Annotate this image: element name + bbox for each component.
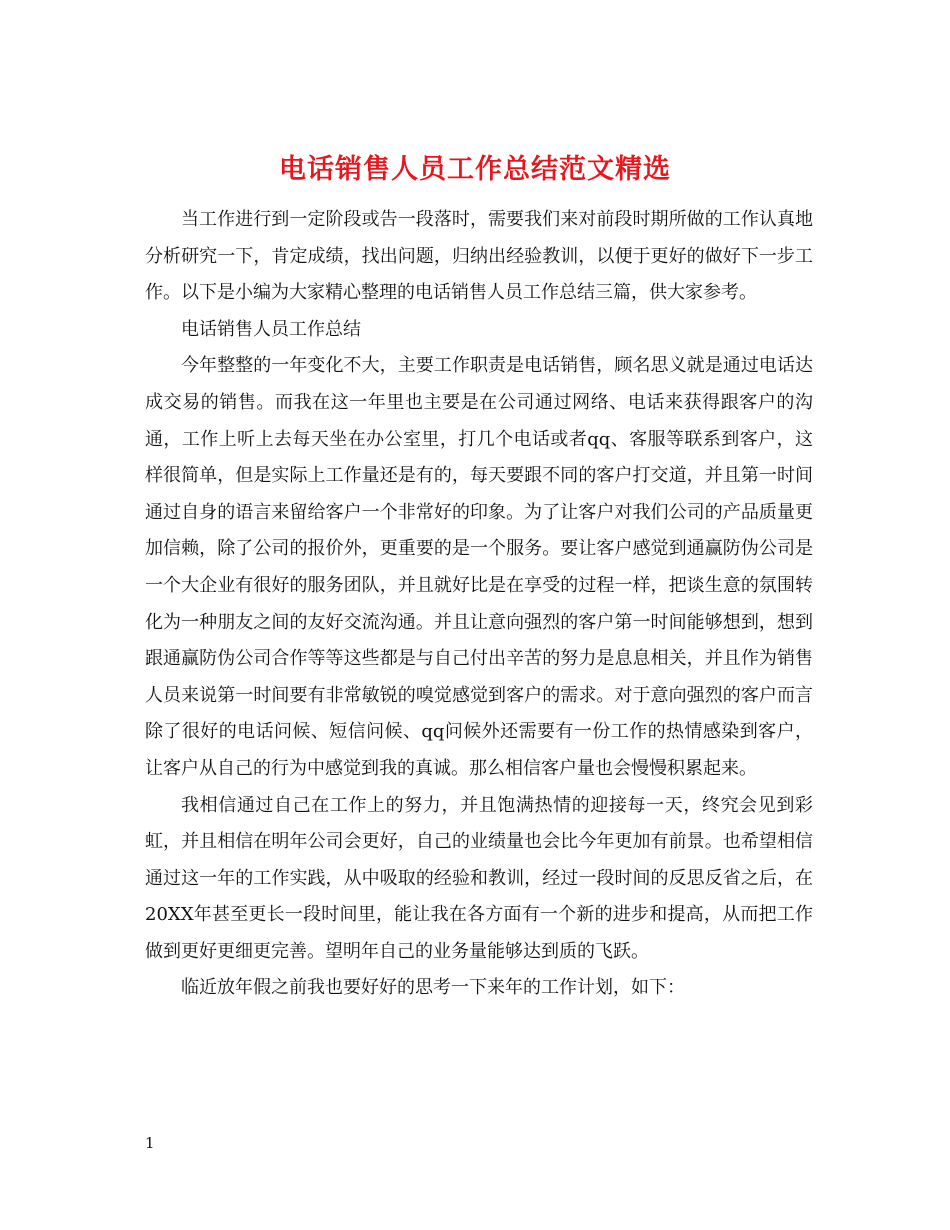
document-body	[145, 202, 813, 1007]
document-title: 电话销售人员工作总结范文精选	[279, 154, 671, 186]
body-paragraph: 今年整整的一年变化不大，主要工作职责是电话销售，顾名思义就是通过电话达成交易的销售。而我在这一年里也主要是在公司通过网络、电话来获得跟客户的沟通，工作上听上去每天坐在办公室里，打几个电话或者qq、客服等联系到客户，这样很简单，但是实际上工作量还是有的，每天要跟不同的客户打交道，并且第一时间通过自身的语言来留给客户一个非常好的印象。为了让客户对我们公司的产品质量更加信赖，除了公司的报价外，更重要的是一个服务。要让客户感觉到通赢防伪公司是一个大企业有很好的服务团队，并且就好比是在享受的过程一样，把谈生意的氛围转化为一种朋友之间的友好交流沟通。并且让意向强烈的客户第一时间能够想到，想到跟通赢防伪公司合作等等这些都是与自己付出辛苦的努力是息息相关，并且作为销售人员来说第一时间要有非常敏锐的嗅觉感觉到客户的需求。对于意向强烈的客户而言除了很好的电话问候、短信问候、qq问候外还需要有一份工作的热情感染到客户，让客户从自己的行为中感觉到我的真诚。那么相信客户量也会慢慢积累起来。	[145, 355, 813, 779]
intro-paragraph: 当工作进行到一定阶段或告一段落时，需要我们来对前段时期所做的工作认真地分析研究一下，肯定成绩，找出问题，归纳出经验教训，以便于更好的做好下一步工作。以下是小编为大家精心整理的电话销售人员工作总结三篇，供大家参考。	[145, 209, 813, 304]
body-paragraph: 我相信通过自己在工作上的努力，并且饱满热情的迎接每一天，终究会见到彩虹，并且相信在明年公司会更好，自己的业绩量也会比今年更加有前景。也希望相信通过这一年的工作实践，从中吸取的经验和教训，经过一段时间的反思反省之后，在20XX年甚至更长一段时间里，能让我在各方面有一个新的进步和提高，从而把工作做到更好更细更完善。望明年自己的业务量能够达到质的飞跃。	[145, 794, 813, 962]
body-paragraph: 临近放年假之前我也要好好的思考一下来年的工作计划，如下：	[181, 977, 685, 999]
page-number: 1	[145, 1134, 155, 1152]
section-heading: 电话销售人员工作总结	[181, 318, 361, 340]
